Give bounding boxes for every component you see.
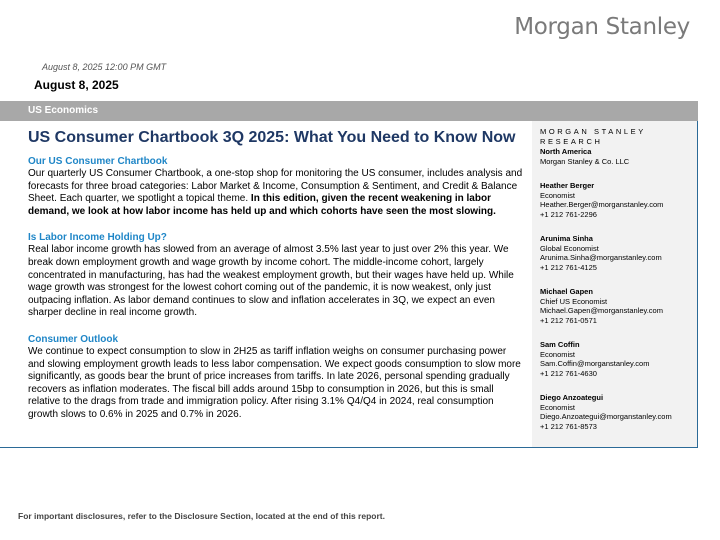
analyst-title: Chief US Economist: [540, 296, 608, 306]
analyst-phone: +1 212 761-4630: [540, 368, 597, 378]
section-body-text: Our quarterly US Consumer Chartbook, a one-stop shop for monitoring the US consumer, includes analysis and forecasts for three broad categories: Labor Market & Income, Consumption & Sentiment, and Credit & Balance Sheet. Each quarter, we spotlight a topical theme.: [28, 168, 523, 205]
section-heading-consumer-outlook: Consumer Outlook: [28, 333, 119, 345]
region-label: North America: [540, 147, 592, 156]
analyst-title: Economist: [540, 402, 576, 412]
analyst-phone: +1 212 761-8573: [540, 421, 597, 431]
analyst-phone: +1 212 761-0571: [540, 315, 597, 325]
analyst-phone: +1 212 761-4125: [540, 262, 597, 272]
section-body-bold: In this edition, given the recent weakening in labor demand, we look at how labor income has held up and which cohorts have seen the most slowing.: [28, 193, 496, 217]
section-heading-chartbook: Our US Consumer Chartbook: [28, 156, 168, 167]
analyst-name: Michael Gapen: [540, 287, 593, 296]
research-brand: MORGAN STANLEY RESEARCH: [540, 127, 646, 146]
analyst-card: [540, 340, 697, 378]
analyst-email[interactable]: Sam.Coffin@morganstanley.com: [540, 359, 650, 368]
analyst-name: Heather Berger: [540, 181, 595, 190]
publish-timestamp: August 8, 2025 12:00 PM GMT: [42, 62, 167, 72]
section-heading-labor-income: Is Labor Income Holding Up?: [28, 232, 167, 244]
disclosure-footer: For important disclosures, refer to the Disclosure Section, located at the end of this report.: [18, 511, 385, 521]
page-title: US Consumer Chartbook 3Q 2025: What You Need to Know Now: [28, 129, 516, 146]
main-column: [28, 129, 524, 436]
analyst-card: [540, 393, 697, 431]
section-body-consumer-outlook: We continue to expect consumption to slow in 2H25 as tariff inflation weighs on consumer purchasing power and slowing employment growth leads to less labor compensation. We expect goods consumption to slow more significantly, as goods bear the brunt of price increases from tariffs. In late 2026, personal spending gradually recovers as inflation moderates. The fiscal bill adds around 15bp to consumption in 2026, but this is small relative to the drags from trade and immigration policy. After rising 3.1% Q4/Q4 in 2024, real consumption growth slows to 0.6% in 2025 and 0.7% in 2026.: [28, 345, 521, 420]
analyst-title: Economist: [540, 349, 576, 359]
analyst-email[interactable]: Arunima.Sinha@morganstanley.com: [540, 253, 662, 262]
analyst-card: [540, 234, 697, 272]
section-body-chartbook: [28, 168, 524, 218]
analyst-sidebar: [532, 121, 697, 447]
analyst-name: Diego Anzoategui: [540, 393, 604, 402]
analyst-card: [540, 181, 697, 219]
analyst-email[interactable]: Michael.Gapen@morganstanley.com: [540, 306, 663, 315]
morgan-stanley-logo: Morgan Stanley: [514, 14, 690, 40]
section-body-labor-income: Real labor income growth has slowed from an average of almost 3.5% last year to just over 2% this year. We break down employment growth and wage growth by income cohort. The middle-income cohort, largely concentrated in manufacturing, has had the weakest employment growth, but their wages have held up. While wage growth was strongest for the lowest cohort coming out of the pandemic, it is now weakest, only just outpacing inflation. As labor demand continues to slow and inflation accelerates in 3Q, we expect an even sharper decline in real income growth.: [28, 244, 514, 319]
analyst-name: Arunima Sinha: [540, 234, 593, 243]
analyst-title: Global Economist: [540, 243, 599, 253]
analyst-card: [540, 287, 697, 325]
analyst-phone: +1 212 761-2296: [540, 209, 597, 219]
section-label-bar: US Economics: [0, 101, 698, 121]
analyst-email[interactable]: Heather.Berger@morganstanley.com: [540, 200, 664, 209]
entity-label: Morgan Stanley & Co. LLC: [540, 156, 630, 166]
analyst-title: Economist: [540, 190, 576, 200]
analyst-email[interactable]: Diego.Anzoategui@morganstanley.com: [540, 412, 672, 421]
report-date: August 8, 2025: [34, 78, 119, 92]
analyst-name: Sam Coffin: [540, 340, 580, 349]
